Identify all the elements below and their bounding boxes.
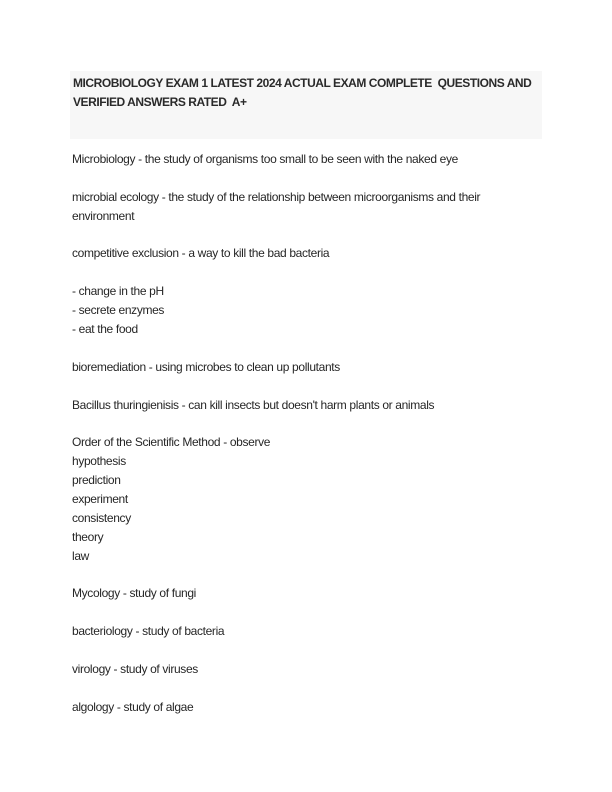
flashcard-entry: [72, 660, 542, 679]
flashcard-line: consistency: [72, 510, 131, 525]
flashcard-line: experiment: [72, 492, 128, 507]
flashcard-entry: [72, 358, 542, 377]
flashcard-line: - change in the pH: [72, 284, 164, 299]
flashcard-entry: [72, 584, 542, 603]
flashcard-entry: [72, 150, 542, 169]
flashcard-line: Order of the Scientific Method - observe: [72, 435, 271, 450]
flashcard-line: algology - study of algae: [72, 699, 194, 714]
flashcard-entry: [72, 433, 542, 565]
flashcard-line: hypothesis: [72, 454, 126, 469]
flashcard-entry: [72, 282, 542, 339]
flashcard-entry: [72, 188, 542, 226]
flashcard-line: environment: [72, 208, 135, 223]
flashcard-line: theory: [72, 529, 104, 544]
document-title: MICROBIOLOGY EXAM 1 LATEST 2024 ACTUAL EXAM COMPLETE QUESTIONS AND VERIFIED ANSWERS RATED A+: [73, 76, 532, 109]
flashcard-line: bioremediation - using microbes to clean up pollutants: [72, 359, 340, 374]
flashcard-list: [72, 150, 542, 736]
flashcard-entry: [72, 698, 542, 717]
flashcard-line: - secrete enzymes: [72, 303, 165, 318]
flashcard-line: Mycology - study of fungi: [72, 586, 196, 601]
flashcard-entry: [72, 622, 542, 641]
flashcard-line: - eat the food: [72, 322, 138, 337]
flashcard-line: microbial ecology - the study of the relationship between microorganisms and their: [72, 189, 481, 204]
flashcard-line: competitive exclusion - a way to kill the bad bacteria: [72, 246, 330, 261]
flashcard-entry: [72, 396, 542, 415]
flashcard-entry: [72, 244, 542, 263]
flashcard-line: virology - study of viruses: [72, 662, 198, 677]
flashcard-line: bacteriology - study of bacteria: [72, 624, 225, 639]
title-banner: [70, 71, 542, 139]
flashcard-line: law: [72, 548, 89, 563]
flashcard-line: Microbiology - the study of organisms too small to be seen with the naked eye: [72, 152, 458, 166]
flashcard-line: Bacillus thuringienisis - can kill insects but doesn't harm plants or animals: [72, 397, 435, 412]
flashcard-line: prediction: [72, 473, 121, 488]
